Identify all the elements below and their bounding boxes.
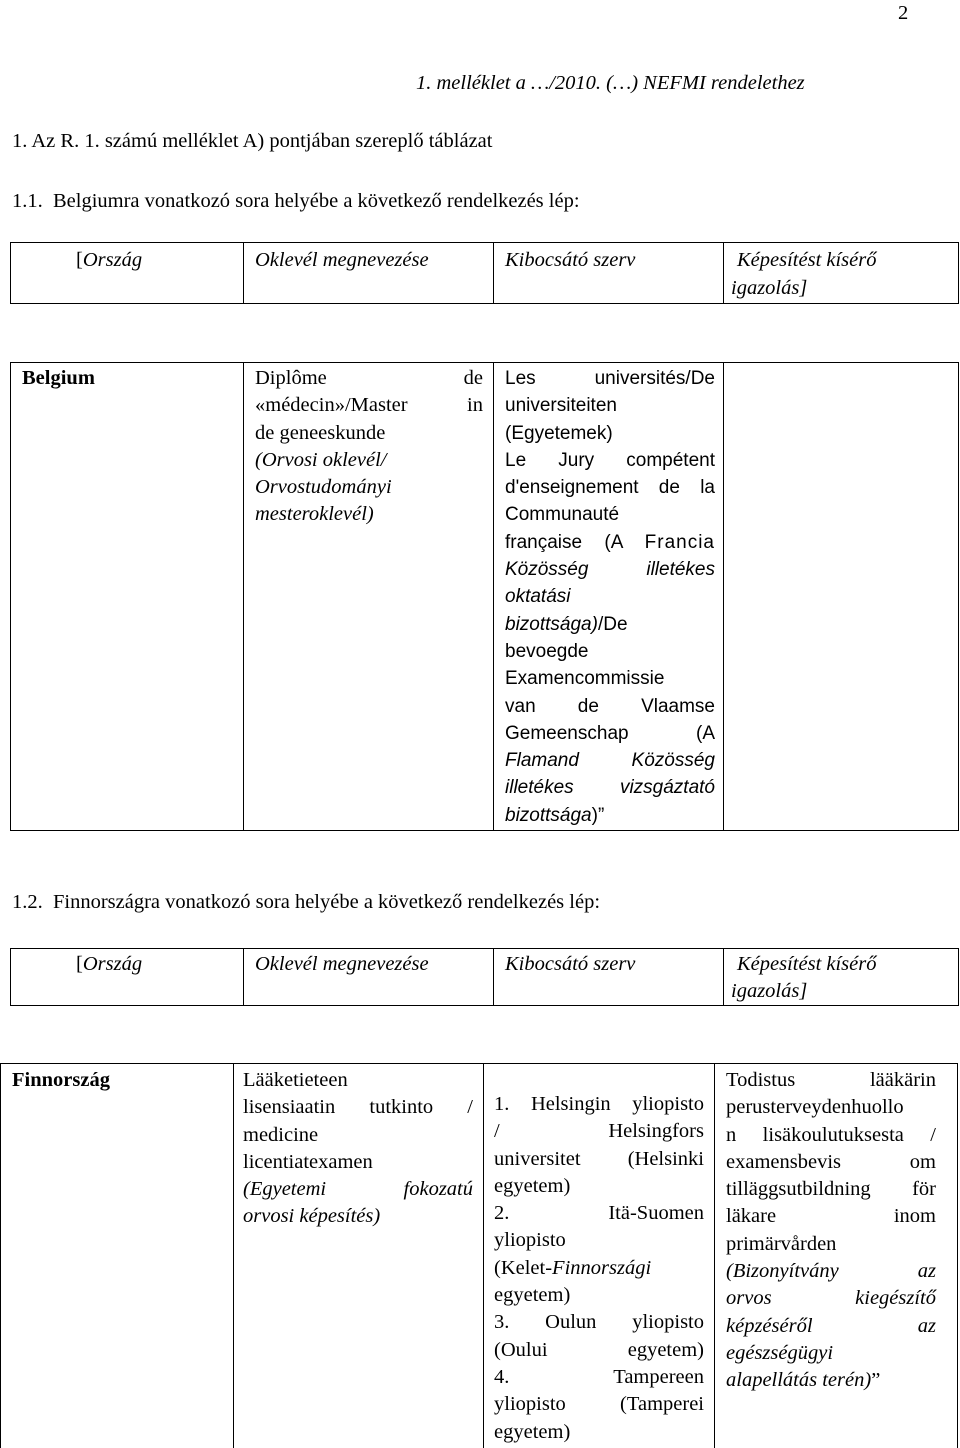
annex-heading: 1. melléklet a …/2010. (…) NEFMI rendelethez (416, 72, 805, 94)
header-certificate: Képesítést kísérő (737, 249, 877, 271)
header-certificate-line2: igazolás] (731, 277, 808, 299)
header2-diploma: Oklevél megnevezése (255, 953, 429, 975)
section-1-1-table-row (10, 362, 959, 831)
header-country: [Ország (76, 249, 143, 271)
cell-issuer-belgium: Les universités/De universiteiten (Egyetemek) Le Jury compétent d'enseignement de la Communauté française (A Francia Közösség illetékes oktatási bizottsága)/De bevoegde Examencommissie van de Vlaamse Gemeenschap (A Flamand Közösség illetékes vizsgáztató bizottsága)” (505, 368, 715, 826)
header2-country: [Ország (76, 953, 143, 975)
cell-country-finland: Finnország (12, 1069, 110, 1091)
cell-issuer-finland: 1. Helsingin yliopisto / Helsingfors universitet (Helsinki egyetem) 2. Itä-Suomen yliopisto (Kelet-Finnországi egyetem) 3. Oulun yliopisto (Oului egyetem) 4. Tampereen yliopisto (Tamperei egyetem) (494, 1093, 704, 1443)
page-number: 2 (898, 2, 909, 24)
header-diploma: Oklevél megnevezése (255, 249, 429, 271)
cell-certificate-finland: Todistus lääkärin perusterveydenhuollo n lisäkoulutuksesta / examensbevis om tilläggsutbildning för läkare inom primärvården (Bizonyítvány az orvos kiegészítő képzéséről az egészségügyi alapellátás terén)” (726, 1069, 936, 1392)
intro-text: 1. Az R. 1. számú melléklet A) pontjában szereplő táblázat (12, 130, 493, 152)
cell-country-belgium: Belgium (22, 367, 95, 389)
section-1-2-heading: 1.2. Finnországra vonatkozó sora helyébe a következő rendelkezés lép: (12, 891, 601, 913)
cell-diploma-belgium: Diplôme de «médecin»/Master in de geneeskunde (Orvosi oklevél/ Orvostudományi mesteroklevél) (255, 367, 483, 526)
header2-certificate: Képesítést kísérő (737, 953, 877, 975)
header-issuer: Kibocsátó szerv (505, 249, 636, 271)
section-1-1-heading: 1.1. Belgiumra vonatkozó sora helyébe a következő rendelkezés lép: (12, 190, 580, 212)
cell-diploma-finland: Lääketieteen lisensiaatin tutkinto / medicine licentiatexamen (Egyetemi fokozatú orvosi képesítés) (243, 1069, 473, 1228)
header2-certificate-line2: igazolás] (731, 980, 808, 1002)
header2-issuer: Kibocsátó szerv (505, 953, 636, 975)
